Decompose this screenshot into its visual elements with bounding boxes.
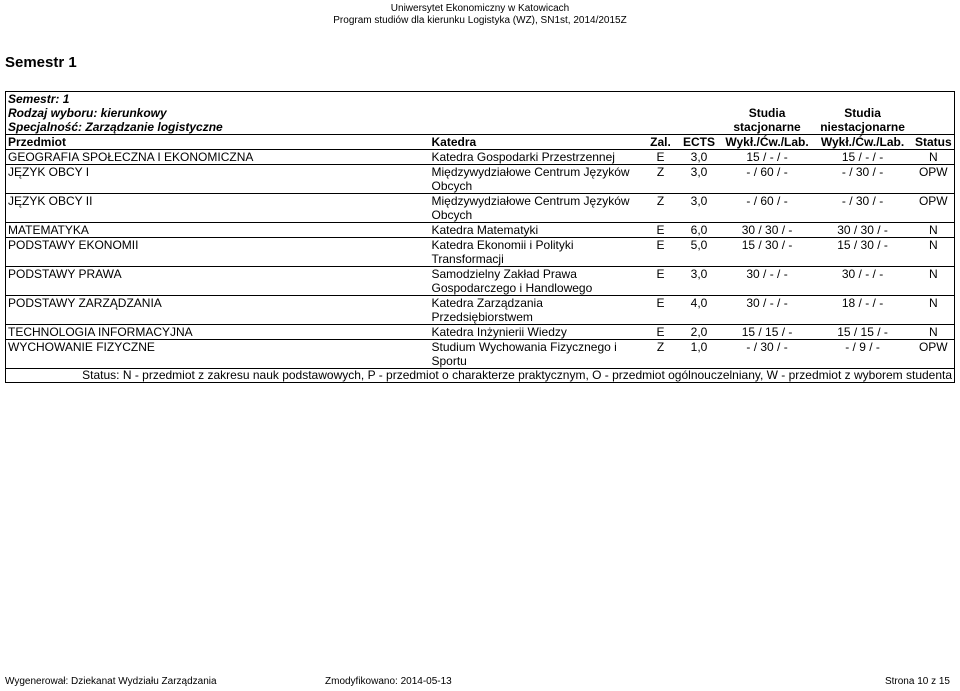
cell-katedra: Międzywydziałowe Centrum Języków Obcych [430, 165, 645, 194]
specialization-info: Specjalność: Zarządzanie logistyczne [8, 120, 223, 134]
cell-status: N [913, 325, 955, 340]
cell-ects: 4,0 [677, 296, 722, 325]
cell-zal: E [645, 238, 677, 267]
cell-przedmiot: WYCHOWANIE FIZYCZNE [6, 340, 430, 369]
cell-przedmiot: GEOGRAFIA SPOŁECZNA I EKONOMICZNA [6, 150, 430, 165]
cell-ects: 3,0 [677, 165, 722, 194]
table-row [6, 223, 955, 238]
cell-ects: 3,0 [677, 194, 722, 223]
program-name: Program studiów dla kierunku Logistyka (WZ), SN1st, 2014/2015Z [333, 15, 627, 26]
cell-status: N [913, 267, 955, 296]
footer-generated-by: Wygenerował: Dziekanat Wydziału Zarządzania [5, 676, 217, 687]
cell-niestac: 30 / 30 / - [813, 223, 913, 238]
cell-status: N [913, 223, 955, 238]
part-time-header: Studia niestacjonarne [813, 92, 913, 135]
semester-heading: Semestr 1 [5, 54, 77, 71]
cell-przedmiot: PODSTAWY ZARZĄDZANIA [6, 296, 430, 325]
cell-katedra: Międzywydziałowe Centrum Języków Obcych [430, 194, 645, 223]
column-niestacjonarne: Wykł./Ćw./Lab. [813, 135, 913, 150]
cell-status: OPW [913, 340, 955, 369]
cell-przedmiot: PODSTAWY EKONOMII [6, 238, 430, 267]
table-row [6, 165, 955, 194]
cell-stac: - / 60 / - [722, 194, 813, 223]
table-row [6, 150, 955, 165]
cell-ects: 3,0 [677, 267, 722, 296]
cell-stac: 15 / 30 / - [722, 238, 813, 267]
cell-zal: E [645, 223, 677, 238]
column-header-row [6, 135, 955, 150]
curriculum-table-wrapper [5, 91, 954, 383]
cell-stac: 15 / - / - [722, 150, 813, 165]
cell-niestac: - / 9 / - [813, 340, 913, 369]
cell-zal: Z [645, 165, 677, 194]
cell-status: OPW [913, 165, 955, 194]
university-name: Uniwersytet Ekonomiczny w Katowicach [390, 3, 570, 14]
cell-przedmiot: JĘZYK OBCY I [6, 165, 430, 194]
cell-ects: 3,0 [677, 150, 722, 165]
cell-niestac: 18 / - / - [813, 296, 913, 325]
table-row [6, 325, 955, 340]
cell-przedmiot: TECHNOLOGIA INFORMACYJNA [6, 325, 430, 340]
cell-stac: 30 / - / - [722, 296, 813, 325]
cell-katedra: Studium Wychowania Fizycznego i Sportu [430, 340, 645, 369]
cell-stac: 30 / - / - [722, 267, 813, 296]
semester-info: Semestr: 1 [8, 92, 70, 106]
cell-niestac: 30 / - / - [813, 267, 913, 296]
cell-zal: Z [645, 194, 677, 223]
cell-niestac: - / 30 / - [813, 194, 913, 223]
table-row [6, 238, 955, 267]
choice-type-info: Rodzaj wyboru: kierunkowy [8, 106, 167, 120]
cell-katedra: Katedra Matematyki [430, 223, 645, 238]
cell-zal: E [645, 296, 677, 325]
status-legend: Status: N - przedmiot z zakresu nauk podstawowych, P - przedmiot o charakterze praktycznym, O - przedmiot ogólnouczelniany, W - przedmiot z wyborem studenta [6, 369, 955, 383]
cell-katedra: Samodzielny Zakład Prawa Gospodarczego i Handlowego [430, 267, 645, 296]
column-stacjonarne: Wykł./Ćw./Lab. [722, 135, 813, 150]
cell-przedmiot: PODSTAWY PRAWA [6, 267, 430, 296]
column-zal: Zal. [645, 135, 677, 150]
cell-przedmiot: JĘZYK OBCY II [6, 194, 430, 223]
cell-przedmiot: MATEMATYKA [6, 223, 430, 238]
footer-page-number: Strona 10 z 15 [884, 676, 950, 687]
cell-status: N [913, 150, 955, 165]
cell-katedra: Katedra Ekonomii i Polityki Transformacji [430, 238, 645, 267]
table-row [6, 267, 955, 296]
cell-katedra: Katedra Zarządzania Przedsiębiorstwem [430, 296, 645, 325]
cell-zal: E [645, 325, 677, 340]
cell-stac: - / 60 / - [722, 165, 813, 194]
info-row [6, 92, 955, 135]
cell-status: N [913, 238, 955, 267]
cell-ects: 2,0 [677, 325, 722, 340]
column-przedmiot: Przedmiot [6, 135, 430, 150]
cell-niestac: 15 / 15 / - [813, 325, 913, 340]
cell-ects: 6,0 [677, 223, 722, 238]
cell-stac: 30 / 30 / - [722, 223, 813, 238]
cell-niestac: 15 / 30 / - [813, 238, 913, 267]
cell-ects: 5,0 [677, 238, 722, 267]
column-katedra: Katedra [430, 135, 645, 150]
table-row [6, 340, 955, 369]
cell-zal: Z [645, 340, 677, 369]
cell-katedra: Katedra Gospodarki Przestrzennej [430, 150, 645, 165]
table-row [6, 194, 955, 223]
cell-ects: 1,0 [677, 340, 722, 369]
cell-katedra: Katedra Inżynierii Wiedzy [430, 325, 645, 340]
cell-niestac: - / 30 / - [813, 165, 913, 194]
cell-status: N [913, 296, 955, 325]
cell-niestac: 15 / - / - [813, 150, 913, 165]
curriculum-table [5, 91, 955, 383]
cell-zal: E [645, 267, 677, 296]
column-status: Status [913, 135, 955, 150]
full-time-header: Studia stacjonarne [722, 92, 813, 135]
cell-stac: - / 30 / - [722, 340, 813, 369]
footer-modified-date: Zmodyfikowano: 2014-05-13 [325, 676, 452, 687]
cell-status: OPW [913, 194, 955, 223]
cell-zal: E [645, 150, 677, 165]
table-row [6, 296, 955, 325]
column-ects: ECTS [677, 135, 722, 150]
document-header [0, 3, 960, 27]
cell-stac: 15 / 15 / - [722, 325, 813, 340]
